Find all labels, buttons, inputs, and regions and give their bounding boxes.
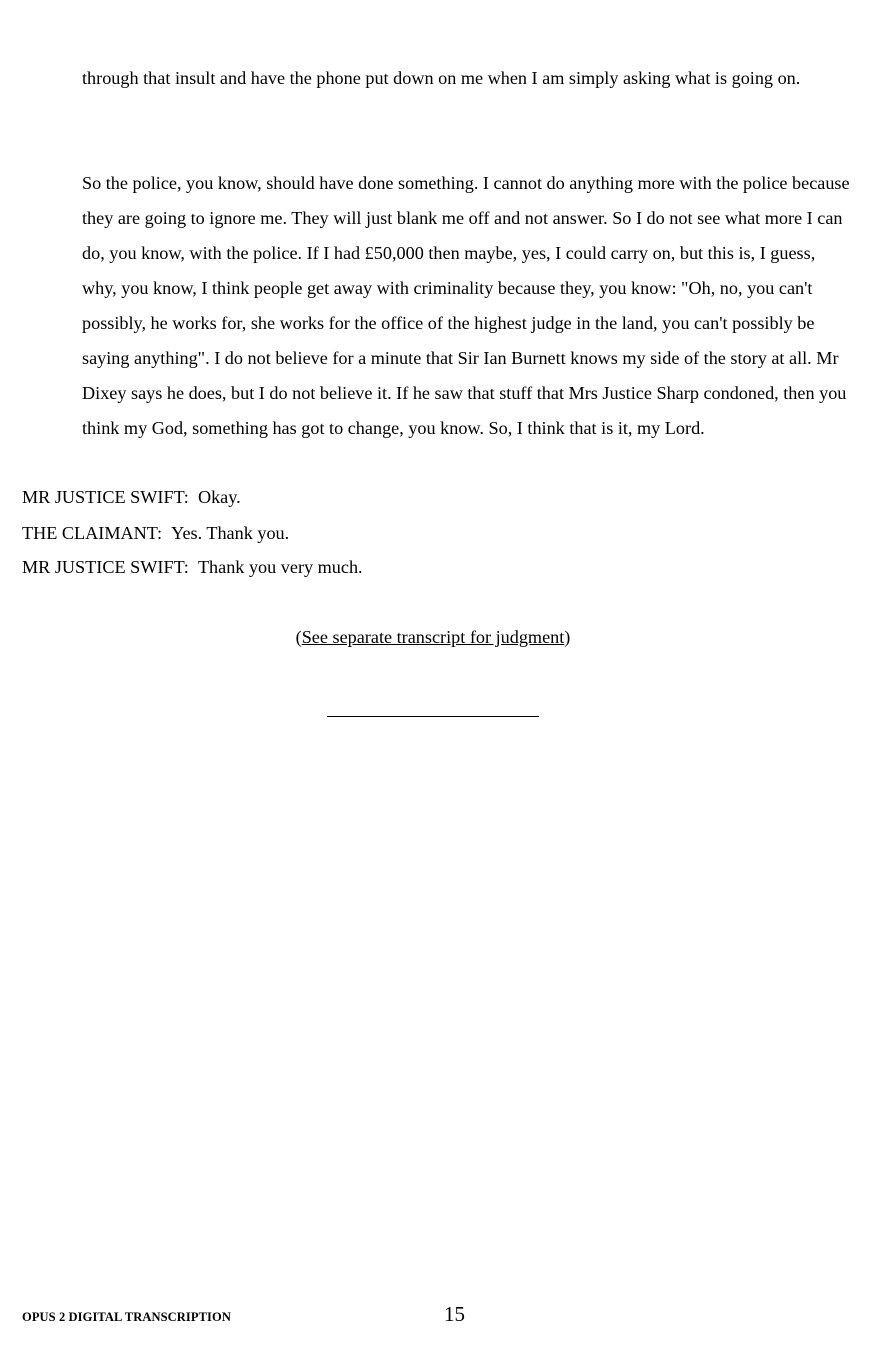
judgment-note (0, 620, 866, 655)
speaker-text: Okay. (197, 487, 241, 507)
exchange-line (22, 550, 363, 585)
transcript-paragraph: So the police, you know, should have done something. I cannot do anything more with the police because they are going to ignore me. They will just blank me off and not answer. So I do not see what more I can do, you know, with the police. If I had £50,000 then maybe, yes, I could carry on, but this is, I guess, why, you know, I think people get away with criminality because they, you know: "Oh, no, you can't possibly, he works for, she works for the office of the highest judge in the land, you can't possibly be saying anything". I do not believe for a minute that Sir Ian Burnett knows my side of the story at all. Mr Dixey says he does, but I do not believe it. If he saw that stuff that Mrs Justice Sharp condoned, then you think my God, something has got to change, you know. So, I think that is it, my Lord. (82, 173, 850, 438)
note-text: See separate transcript for judgment (301, 627, 565, 647)
end-rule (327, 716, 539, 717)
transcript-paragraph: through that insult and have the phone put down on me when I am simply asking what is going on. (82, 68, 801, 88)
speaker-name: MR JUSTICE SWIFT: (22, 557, 189, 577)
exchange-line (22, 516, 289, 551)
exchange-line (22, 480, 241, 515)
note-open-paren: ( (295, 627, 302, 647)
page-number: 15 (444, 1302, 465, 1326)
note-close-paren: ) (564, 627, 571, 647)
footer-company: OPUS 2 DIGITAL TRANSCRIPTION (22, 1310, 231, 1324)
speaker-name: MR JUSTICE SWIFT: (22, 487, 189, 507)
speaker-text: Yes. Thank you. (171, 523, 290, 543)
speaker-name: THE CLAIMANT: (22, 523, 163, 543)
speaker-text: Thank you very much. (197, 557, 363, 577)
